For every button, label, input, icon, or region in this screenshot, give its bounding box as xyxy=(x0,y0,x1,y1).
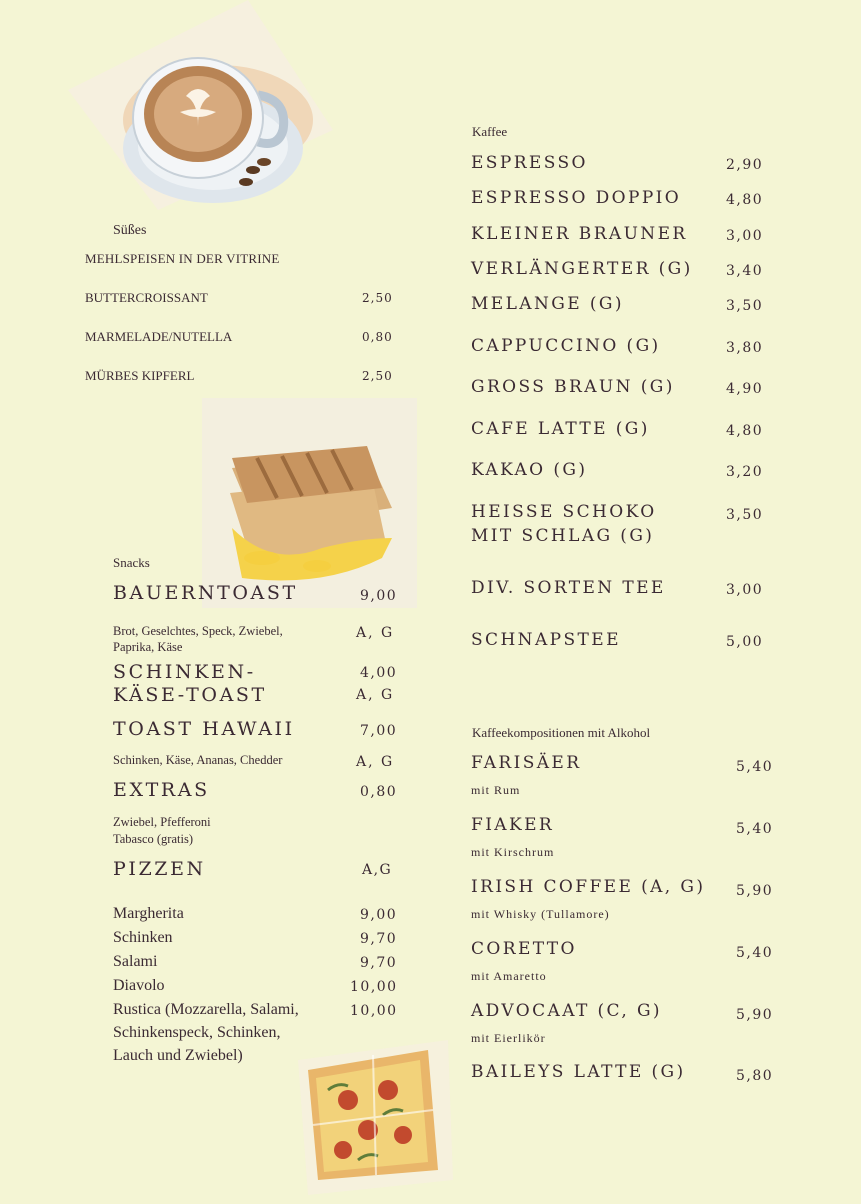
pizza-price: 10,00 xyxy=(350,1003,398,1019)
menu-item-name: TOAST HAWAII xyxy=(113,718,295,740)
menu-item-price: 5,80 xyxy=(736,1068,774,1084)
menu-item-description: Brot, Geselchtes, Speck, Zwiebel, xyxy=(113,624,283,638)
menu-item-name: KÄSE-TOAST xyxy=(113,684,267,706)
allergen-codes: A,G xyxy=(362,862,393,878)
coffee-cup-illustration xyxy=(68,0,333,210)
menu-item-price: 3,00 xyxy=(726,228,764,244)
pizza-description: Lauch und Zwiebel) xyxy=(113,1047,243,1064)
pizza-name: Rustica (Mozzarella, Salami, xyxy=(113,1001,299,1018)
pizza-price: 9,70 xyxy=(360,931,398,947)
menu-item-name: GROSS BRAUN (G) xyxy=(471,377,675,397)
menu-item-price: 5,40 xyxy=(736,821,774,837)
menu-item-description: mit Rum xyxy=(471,783,521,797)
menu-item-name: HEISSE SCHOKO xyxy=(471,502,657,522)
menu-item-name: BAUERNTOAST xyxy=(113,582,298,604)
menu-item-name: CAFE LATTE (G) xyxy=(471,419,650,439)
menu-item-name: DIV. SORTEN TEE xyxy=(471,578,666,598)
menu-item-name: SCHNAPSTEE xyxy=(471,630,621,650)
pizza-price: 9,00 xyxy=(360,907,398,923)
menu-item-name: KAKAO (G) xyxy=(471,460,588,480)
menu-item-name: ADVOCAAT (C, G) xyxy=(471,1001,662,1021)
menu-item-price: 2,50 xyxy=(362,291,393,305)
menu-item-name: IRISH COFFEE (A, G) xyxy=(471,877,706,897)
menu-item-name: BUTTERCROISSANT xyxy=(85,290,208,305)
menu-item-description: Zwiebel, Pfefferoni xyxy=(113,815,211,829)
pizza-price: 9,70 xyxy=(360,955,398,971)
menu-item-price: 3,40 xyxy=(726,263,764,279)
menu-item-price: 5,90 xyxy=(736,1007,774,1023)
menu-item-name: CAPPUCCINO (G) xyxy=(471,336,661,356)
menu-item-price: 3,80 xyxy=(726,340,764,356)
menu-item-price: 3,20 xyxy=(726,464,764,480)
kaffee-header: Kaffee xyxy=(472,124,508,139)
menu-item-price: 5,00 xyxy=(726,634,764,650)
menu-item-price: 2,90 xyxy=(726,157,764,173)
menu-item-name: VERLÄNGERTER (G) xyxy=(471,259,693,279)
menu-item-description: Paprika, Käse xyxy=(113,640,183,654)
menu-item-name: MIT SCHLAG (G) xyxy=(471,526,655,546)
toast-sandwich-illustration xyxy=(202,398,417,608)
menu-item-name: SCHINKEN- xyxy=(113,661,256,683)
allergen-codes: A, G xyxy=(356,687,395,703)
menu-item-price: 4,80 xyxy=(726,192,764,208)
menu-item-description: mit Eierlikör xyxy=(471,1031,546,1045)
menu-item-description: mit Whisky (Tullamore) xyxy=(471,907,610,921)
menu-item-price: 0,80 xyxy=(362,330,393,344)
menu-item-name: MÜRBES KIPFERL xyxy=(85,368,195,383)
pizza-name: Salami xyxy=(113,953,158,970)
menu-item-name: MELANGE (G) xyxy=(471,294,624,314)
menu-item-name: BAILEYS LATTE (G) xyxy=(471,1062,686,1082)
menu-item-name: FARISÄER xyxy=(471,753,582,773)
menu-item-description: Tabasco (gratis) xyxy=(113,832,193,846)
menu-item-price: 4,80 xyxy=(726,423,764,439)
menu-item-description: Schinken, Käse, Ananas, Chedder xyxy=(113,753,283,767)
pizza-description: Schinkenspeck, Schinken, xyxy=(113,1024,281,1041)
menu-item-price: 4,00 xyxy=(360,665,398,681)
allergen-codes: A, G xyxy=(356,754,395,770)
menu-item-price: 5,40 xyxy=(736,759,774,775)
pizza-illustration xyxy=(288,1030,458,1200)
menu-item-name: ESPRESSO DOPPIO xyxy=(471,188,682,208)
menu-item-description: mit Kirschrum xyxy=(471,845,555,859)
pizza-price: 10,00 xyxy=(350,979,398,995)
menu-item-price: 0,80 xyxy=(360,784,398,800)
menu-item-price: 3,50 xyxy=(726,507,764,523)
menu-item-name: CORETTO xyxy=(471,939,577,959)
pizza-name: Diavolo xyxy=(113,977,165,994)
alkohol-header: Kaffeekompositionen mit Alkohol xyxy=(472,725,651,740)
menu-item-name: MARMELADE/NUTELLA xyxy=(85,329,233,344)
menu-item-price: 3,50 xyxy=(726,298,764,314)
allergen-codes: A, G xyxy=(356,625,395,641)
menu-item-price: 2,50 xyxy=(362,369,393,383)
menu-item-name: EXTRAS xyxy=(113,779,210,801)
menu-item-price: 9,00 xyxy=(360,588,398,604)
menu-item-name: PIZZEN xyxy=(113,858,206,880)
menu-item-description: mit Amaretto xyxy=(471,969,547,983)
menu-item-price: 4,90 xyxy=(726,381,764,397)
menu-item-name: FIAKER xyxy=(471,815,555,835)
menu-item-name: MEHLSPEISEN IN DER VITRINE xyxy=(85,251,280,266)
menu-item-price: 3,00 xyxy=(726,582,764,598)
menu-item-price: 5,40 xyxy=(736,945,774,961)
pizza-name: Margherita xyxy=(113,905,184,922)
snacks-header: Snacks xyxy=(113,555,150,570)
pizza-name: Schinken xyxy=(113,929,173,946)
menu-item-price: 5,90 xyxy=(736,883,774,899)
suesses-header: Süßes xyxy=(113,223,147,238)
menu-item-name: KLEINER BRAUNER xyxy=(471,224,688,244)
menu-item-price: 7,00 xyxy=(360,723,398,739)
menu-item-name: ESPRESSO xyxy=(471,153,588,173)
